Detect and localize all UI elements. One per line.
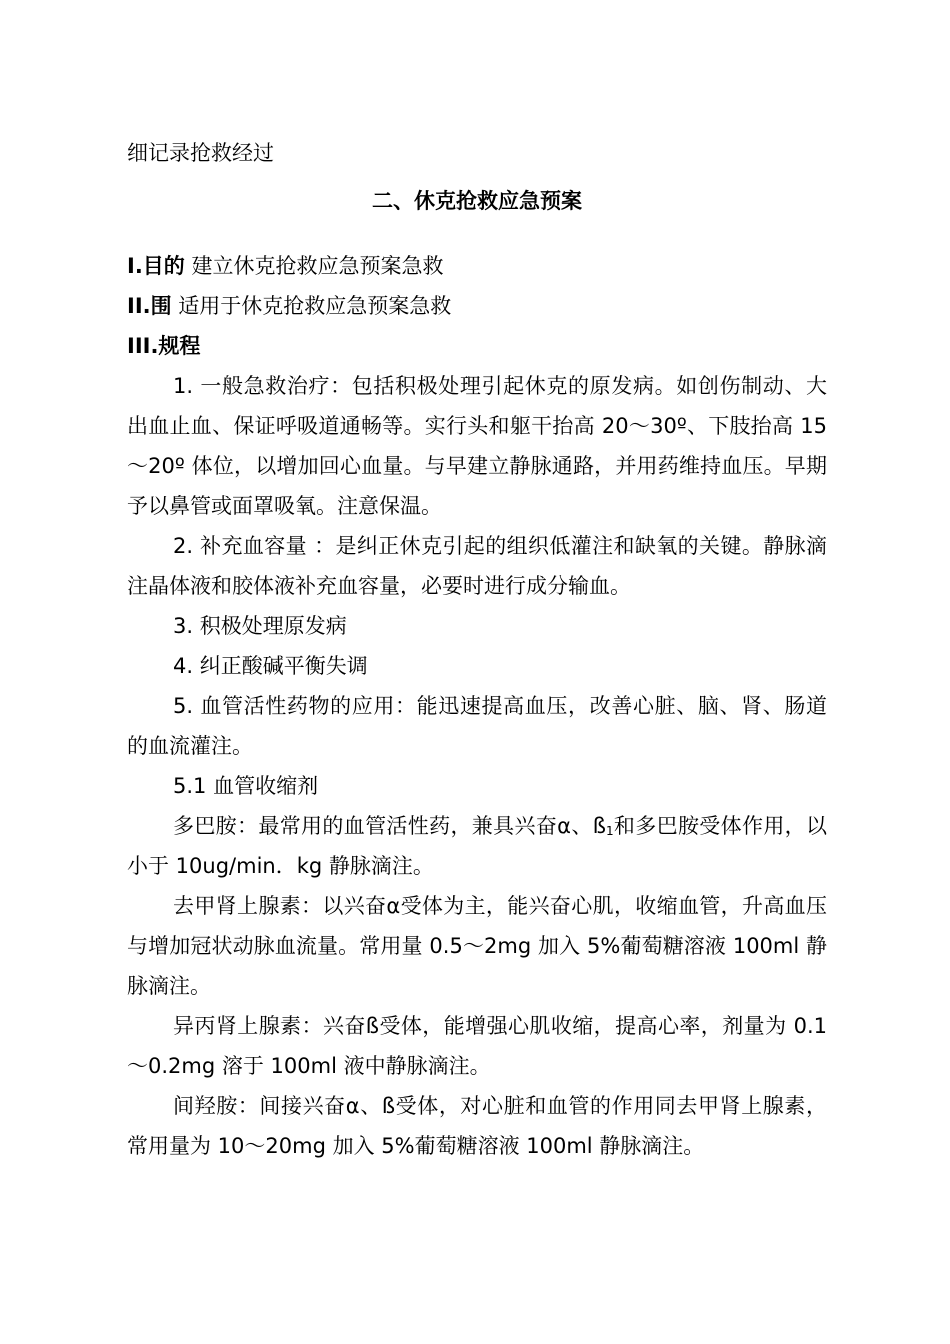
purpose-line [127,246,827,286]
scope-label: II.围 [127,294,172,318]
scope-text: 适用于休克抢救应急预案急救 [171,294,452,318]
section-title: 二、休克抢救应急预案 [372,189,582,213]
paragraph-5: 5. 血管活性药物的应用：能迅速提高血压，改善心脏、脑、肾、肠道的血流灌注。 [127,694,827,758]
procedure-label: III.规程 [127,334,201,358]
scope-line [127,286,827,326]
paragraph-4: 4. 纠正酸碱平衡失调 [173,654,368,678]
purpose-label: I.目的 [127,254,185,278]
paragraph-2: 2. 补充血容量 ：是纠正休克引起的组织低灌注和缺氧的关键。静脉滴注晶体液和胶体液补充血容量，必要时进行成分输血。 [127,534,827,598]
paragraph-norepinephrine: 去甲肾上腺素：以兴奋α受体为主，能兴奋心肌，收缩血管，升高血压与增加冠状动脉血流量。常用量 0.5～2mg 加入 5%葡萄糖溶液 100ml 静脉滴注。 [127,894,827,998]
purpose-text: 建立休克抢救应急预案急救 [184,254,444,278]
intro-line: 细记录抢救经过 [127,141,274,165]
paragraph-1: 1. 一般急救治疗：包括积极处理引起休克的原发病。如创伤制动、大出血止血、保证呼吸道通畅等。实行头和躯干抬高 20～30º、下肢抬高 15～20º 体位，以增加回心血量。与早建立静脉通路，并用药维持血压。早期予以鼻管或面罩吸氧。注意保温。 [127,374,827,518]
document-body [127,133,827,1166]
paragraph-isoprenaline: 异丙肾上腺素：兴奋ß受体，能增强心肌收缩，提高心率，剂量为 0.1～0.2mg 溶于 100ml 液中静脉滴注。 [127,1014,827,1078]
paragraph-dopamine: 多巴胺：最常用的血管活性药，兼具兴奋α、$ß_1$和多巴胺受体作用，以小于 10ug/min．kg 静脉滴注。 [127,814,828,878]
paragraph-metaraminol: 间羟胺：间接兴奋α、ß受体，对心脏和血管的作用同去甲肾上腺素，常用量为 10～20mg 加入 5%葡萄糖溶液 100ml 静脉滴注。 [127,1094,827,1158]
paragraph-3: 3. 积极处理原发病 [173,614,347,638]
beta-subscript: 1 [605,824,614,838]
paragraph-5-1: 5.1 血管收缩剂 [173,774,319,798]
